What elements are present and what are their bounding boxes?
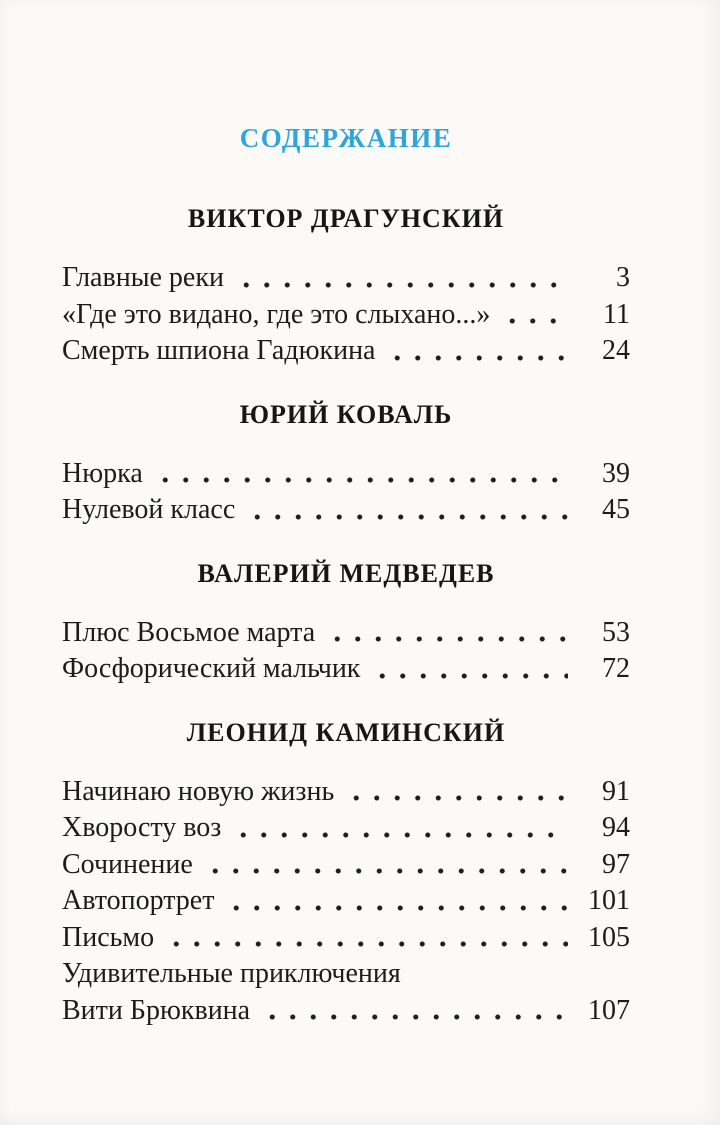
- toc-entry: [62, 492, 630, 529]
- toc-entry-page: 53: [602, 616, 630, 648]
- toc-entry-line1: [62, 956, 630, 993]
- dot-leader: [372, 651, 568, 688]
- toc-entry-title: Смерть шпиона Гадюкина: [62, 335, 376, 366]
- dot-leader: [205, 847, 568, 884]
- section-entries: [62, 260, 630, 370]
- toc-entry-title: Главные реки: [62, 262, 224, 293]
- toc-entry: [62, 810, 630, 847]
- dot-leader: [236, 260, 568, 297]
- page-title: СОДЕРЖАНИЕ: [239, 123, 453, 153]
- dot-leader: [502, 297, 568, 334]
- toc-entry-page: 97: [602, 848, 630, 880]
- toc-entry-title: Автопортрет: [62, 885, 215, 916]
- dot-leader: [226, 883, 568, 920]
- toc-entry-page: 101: [588, 885, 630, 916]
- toc-entry: [62, 847, 630, 884]
- toc-entry-title: «Где это видано, где это слыхано...»: [62, 298, 491, 330]
- toc-entry: [62, 456, 630, 493]
- section-entries: [62, 774, 630, 1030]
- toc-entry-page: 3: [616, 262, 630, 293]
- toc-entry: [62, 774, 630, 811]
- toc-entry: [62, 651, 630, 688]
- toc-entry-title: Хворосту воз: [62, 812, 222, 843]
- dot-leader: [166, 920, 568, 957]
- toc-entry-title: Фосфорический мальчик: [62, 653, 361, 684]
- toc-entry-page: 91: [602, 775, 630, 807]
- toc-entry-page: 105: [588, 921, 630, 953]
- toc-entry-title: Письмо: [62, 921, 155, 953]
- toc-entry-page: 94: [602, 812, 630, 843]
- dot-leader: [262, 993, 568, 1030]
- toc-entry-page: 24: [602, 335, 630, 366]
- toc-entry-page: 72: [602, 653, 630, 684]
- toc-entry-title: Сочинение: [62, 848, 193, 880]
- toc-entry-title: Удивительные приключения: [62, 958, 401, 989]
- section-entries: [62, 456, 630, 529]
- toc-entry-page: 45: [602, 494, 630, 525]
- toc-entry-line2: [62, 993, 630, 1030]
- dot-leader: [155, 456, 568, 493]
- toc-entry-title: Вити Брюквина: [62, 994, 251, 1026]
- dot-leader: [233, 810, 568, 847]
- toc-entry-title: Плюс Восьмое марта: [62, 616, 316, 648]
- toc-entry-page: 11: [603, 298, 630, 330]
- toc-entry-page: 39: [602, 457, 630, 489]
- section-heading: ЛЕОНИД КАМИНСКИЙ: [186, 717, 506, 747]
- toc-entry-title: Нюрка: [62, 457, 143, 489]
- section-heading: ВИКТОР ДРАГУНСКИЙ: [187, 204, 505, 233]
- section-heading: ЮРИЙ КОВАЛЬ: [239, 399, 453, 429]
- dot-leader: [346, 774, 568, 811]
- section-heading: ВАЛЕРИЙ МЕДВЕДЕВ: [197, 558, 495, 588]
- toc-entry: [62, 333, 630, 370]
- toc-entry: [62, 260, 630, 297]
- toc-entry-title: Начинаю новую жизнь: [62, 775, 335, 807]
- toc-entry: [62, 297, 630, 334]
- toc-entry-page: 107: [588, 994, 630, 1026]
- toc-entry: [62, 883, 630, 920]
- toc-entry: [62, 920, 630, 957]
- toc-entry-title: Нулевой класс: [62, 494, 236, 525]
- toc-entry: [62, 615, 630, 652]
- section-entries: [62, 615, 630, 688]
- dot-leader: [387, 333, 568, 370]
- dot-leader: [247, 492, 568, 529]
- dot-leader: [327, 615, 568, 652]
